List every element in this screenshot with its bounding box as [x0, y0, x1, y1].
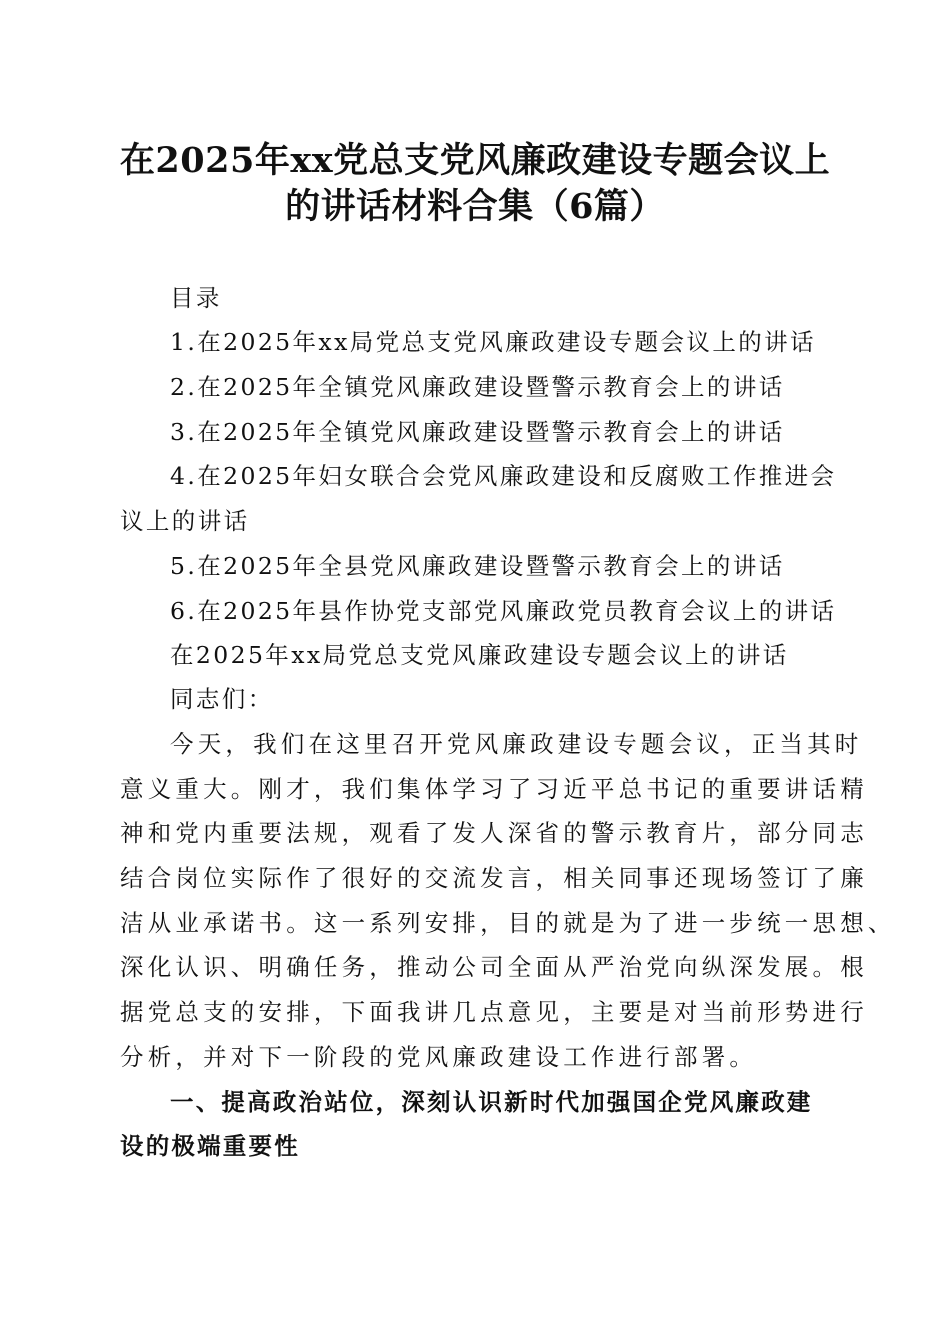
- toc-item: 3.在2025年全镇党风廉政建设暨警示教育会上的讲话: [170, 418, 785, 446]
- toc-label: 目录: [170, 284, 222, 312]
- toc-item: 1.在2025年xx局党总支党风廉政建设专题会议上的讲话: [170, 328, 816, 356]
- paragraph-line: 分析，并对下一阶段的党风廉政建设工作进行部署。: [120, 1043, 758, 1071]
- speech-title: 在2025年xx局党总支党风廉政建设专题会议上的讲话: [170, 641, 789, 669]
- section-heading-line: 一、提高政治站位，深刻认识新时代加强国企党风廉政建: [170, 1088, 813, 1116]
- toc-item: 4.在2025年妇女联合会党风廉政建设和反腐败工作推进会: [170, 462, 837, 490]
- paragraph-line: 洁从业承诺书。这一系列安排，目的就是为了进一步统一思想、: [120, 909, 896, 937]
- document-title-line-2: 的讲话材料合集（6篇）: [285, 186, 665, 227]
- paragraph-line: 今天，我们在这里召开党风廉政建设专题会议，正当其时: [170, 730, 863, 758]
- toc-item: 2.在2025年全镇党风廉政建设暨警示教育会上的讲话: [170, 373, 785, 401]
- paragraph-line: 意义重大。刚才，我们集体学习了习近平总书记的重要讲话精: [120, 775, 868, 803]
- salutation: 同志们：: [170, 685, 274, 713]
- paragraph-line: 据党总支的安排，下面我讲几点意见，主要是对当前形势进行: [120, 998, 868, 1026]
- toc-item: 6.在2025年县作协党支部党风廉政党员教育会议上的讲话: [170, 597, 837, 625]
- toc-item: 5.在2025年全县党风廉政建设暨警示教育会上的讲话: [170, 552, 785, 580]
- document-title-line-1: 在2025年xx党总支党风廉政建设专题会议上: [119, 140, 831, 181]
- section-heading-line: 设的极端重要性: [120, 1132, 300, 1160]
- paragraph-line: 深化认识、明确任务，推动公司全面从严治党向纵深发展。根: [120, 953, 868, 981]
- toc-item-continuation: 议上的讲话: [120, 507, 250, 535]
- paragraph-line: 神和党内重要法规，观看了发人深省的警示教育片，部分同志: [120, 819, 868, 847]
- paragraph-line: 结合岗位实际作了很好的交流发言，相关同事还现场签订了廉: [120, 864, 868, 892]
